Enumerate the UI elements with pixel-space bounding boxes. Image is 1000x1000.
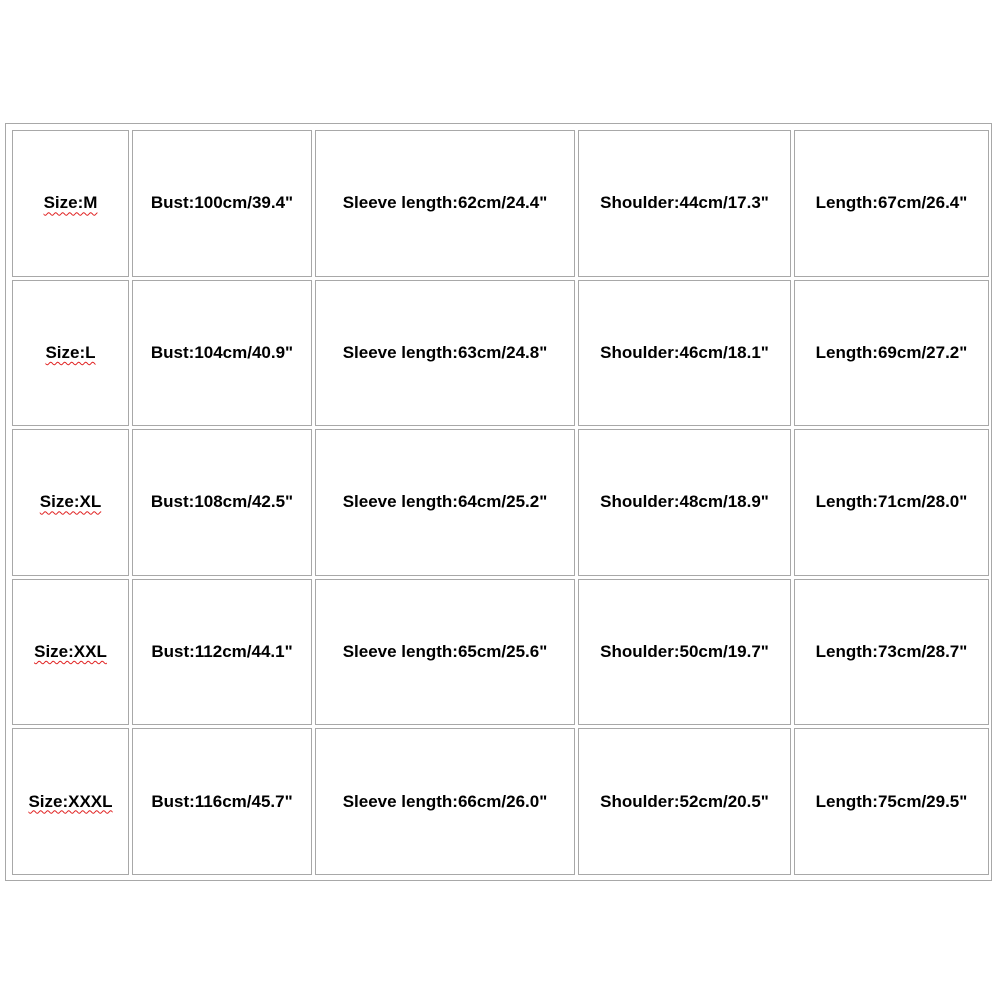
bust-cell: Bust:100cm/39.4"	[132, 130, 312, 277]
size-chart-table-frame	[5, 123, 992, 881]
bust-cell: Bust:116cm/45.7"	[132, 728, 312, 875]
table-row	[12, 280, 989, 427]
sleeve-length-cell: Sleeve length:66cm/26.0"	[315, 728, 575, 875]
sleeve-length-cell: Sleeve length:62cm/24.4"	[315, 130, 575, 277]
size-cell	[12, 728, 129, 875]
bust-cell: Bust:112cm/44.1"	[132, 579, 312, 726]
length-cell: Length:69cm/27.2"	[794, 280, 989, 427]
shoulder-cell: Shoulder:52cm/20.5"	[578, 728, 791, 875]
table-row	[12, 728, 989, 875]
size-cell	[12, 130, 129, 277]
length-cell: Length:67cm/26.4"	[794, 130, 989, 277]
shoulder-cell: Shoulder:50cm/19.7"	[578, 579, 791, 726]
shoulder-cell: Shoulder:48cm/18.9"	[578, 429, 791, 576]
sleeve-length-cell: Sleeve length:65cm/25.6"	[315, 579, 575, 726]
size-label: Size:XXL	[34, 642, 107, 662]
size-cell	[12, 579, 129, 726]
table-row	[12, 429, 989, 576]
size-cell	[12, 280, 129, 427]
size-chart-table	[9, 127, 992, 878]
length-cell: Length:71cm/28.0"	[794, 429, 989, 576]
shoulder-cell: Shoulder:46cm/18.1"	[578, 280, 791, 427]
shoulder-cell: Shoulder:44cm/17.3"	[578, 130, 791, 277]
size-label: Size:L	[45, 342, 96, 362]
length-cell: Length:75cm/29.5"	[794, 728, 989, 875]
bust-cell: Bust:104cm/40.9"	[132, 280, 312, 427]
length-cell: Length:73cm/28.7"	[794, 579, 989, 726]
bust-cell: Bust:108cm/42.5"	[132, 429, 312, 576]
size-label: Size:M	[43, 193, 98, 213]
sleeve-length-cell: Sleeve length:63cm/24.8"	[315, 280, 575, 427]
size-label: Size:XL	[39, 492, 102, 512]
sleeve-length-cell: Sleeve length:64cm/25.2"	[315, 429, 575, 576]
table-row	[12, 579, 989, 726]
table-row	[12, 130, 989, 277]
size-cell	[12, 429, 129, 576]
size-label: Size:XXXL	[28, 791, 113, 811]
